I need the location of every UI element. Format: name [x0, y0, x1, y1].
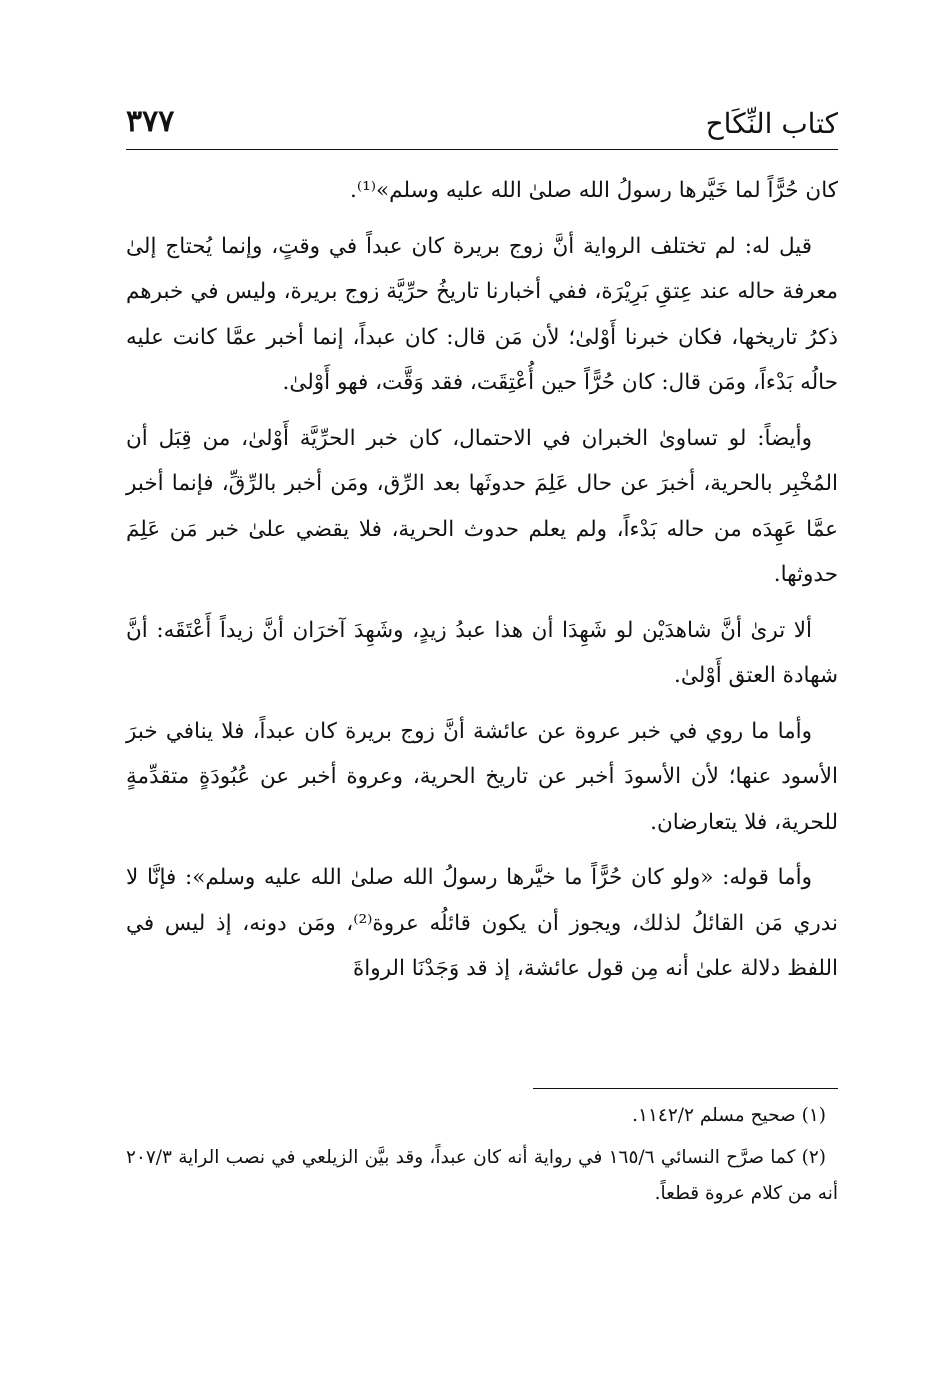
- paragraph: قيل له: لم تختلف الرواية أنَّ زوج بريرة كان عبداً في وقتٍ، وإنما يُحتاج إلىٰ معرفة حاله عند عِتقِ بَرِيْرَة، ففي أخبارنا تاريخُ حرِّيَّة زوج بريرة، وليس في خبرهم ذكرُ تاريخها، فكان خبرنا أَوْلىٰ؛ لأن مَن قال: كان عبداً، إنما أخبر عمَّا كانت عليه حالُه بَدْءاً، ومَن قال: كان حُرًّاً حين أُعْتِقَت، فقد وَقَّت، فهو أَوْلىٰ.: [126, 233, 838, 395]
- paragraph-continuation: كان حُرًّاً لما خَيَّرها رسولُ الله صلىٰ الله عليه وسلم»⁽¹⁾.: [350, 178, 838, 203]
- page-number: ٣٧٧: [126, 104, 175, 139]
- paragraph: وأما ما روي في خبر عروة عن عائشة أنَّ زوج بريرة كان عبداً، فلا ينافي خبرَ الأسود عنها؛ لأن الأسودَ أخبر عن تاريخ الحرية، وعروة أخبر عن عُبُودَةٍ متقدِّمةٍ للحرية، فلا يتعارضان.: [126, 718, 838, 835]
- main-text: [126, 168, 838, 1098]
- running-title: كتاب النِّكَاح: [705, 107, 838, 140]
- paragraph: وأيضاً: لو تساوىٰ الخبران في الاحتمال، كان خبر الحرِّيَّة أَوْلىٰ، من قِبَل أن المُخْبِر بالحرية، أخبرَ عن حال عَلِمَ حدوثَها بعد الرِّق، ومَن أخبر بالرِّقِّ، فإنما أخبر عمَّا عَهِدَه من حاله بَدْءاً، ولم يعلم حدوث الحرية، فلا يقضي علىٰ خبر مَن عَلِمَ حدوثها.: [126, 425, 838, 587]
- footnotes: [126, 1098, 838, 1218]
- footnote-1: (١) صحيح مسلم ١١٤٢/٢.: [632, 1105, 826, 1126]
- paragraph: ألا ترىٰ أنَّ شاهدَيْن لو شَهِدَا أن هذا عبدُ زيدٍ، وشَهِدَ آخرَان أنَّ زيداً أَعْتَقَه: أنَّ شهادة العتق أَوْلىٰ.: [126, 617, 838, 688]
- page-header: [126, 98, 838, 150]
- footnote-2: (٢) كما صرَّح النسائي ١٦٥/٦ في رواية أنه كان عبداً، وقد بيَّن الزيلعي في نصب الراية ٢٠٧/٣ أنه من كلام عروة قطعاً.: [126, 1147, 838, 1204]
- paragraph: وأما قوله: «ولو كان حُرًّاً ما خيَّرها رسولُ الله صلىٰ الله عليه وسلم»: فإنَّا لا ندري مَن القائلُ لذلك، ويجوز أن يكون قائلُه عروة⁽²⁾، ومَن دونه، إذ ليس في اللفظ دلالة علىٰ أنه مِن قول عائشة، إذ قد وَجَدْنَا الرواةَ: [126, 865, 838, 981]
- footnote-divider: [533, 1088, 838, 1089]
- header-divider: [126, 149, 838, 150]
